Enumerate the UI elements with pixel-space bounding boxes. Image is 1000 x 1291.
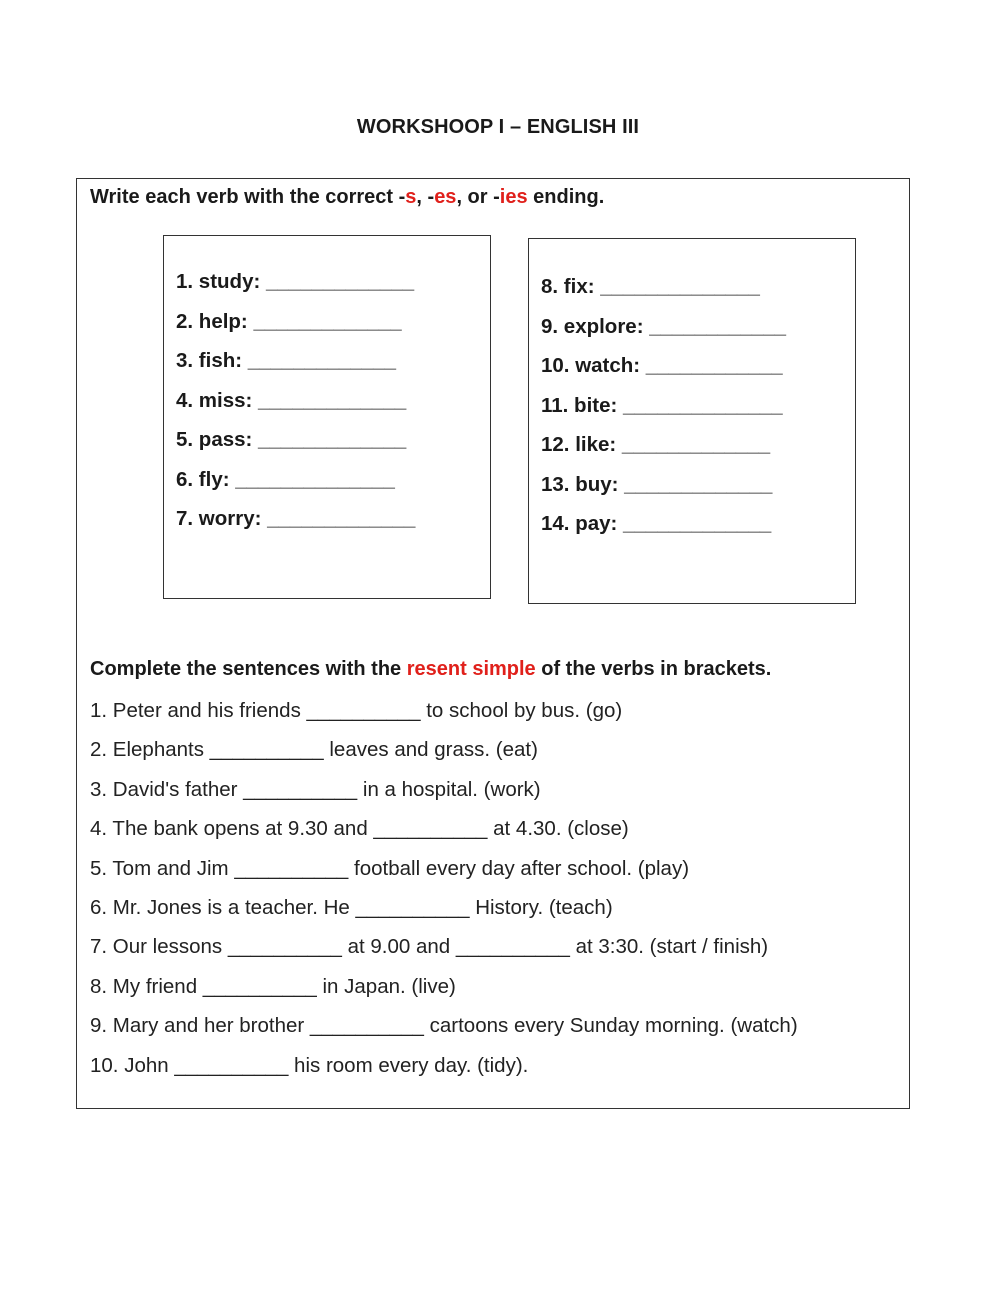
sentence-item[interactable]: 6. Mr. Jones is a teacher. He __________ History. (teach) (90, 895, 613, 919)
instruction-text: Complete the sentences with the (90, 658, 407, 680)
verb-box-left (163, 235, 491, 599)
verb-item[interactable]: 11. bite: ______________ (541, 393, 783, 417)
sentence-list (90, 691, 798, 1085)
section1-instruction (90, 186, 604, 209)
verb-item[interactable]: 2. help: _____________ (176, 309, 402, 333)
instruction-text: ending. (527, 186, 605, 208)
instruction-text: of the verbs in brackets. (535, 658, 772, 680)
verb-item[interactable]: 6. fly: ______________ (176, 467, 395, 491)
instruction-text: Write each verb with the correct - (90, 186, 406, 208)
tense-highlight: resent simple (406, 658, 536, 680)
verb-item[interactable]: 10. watch: ____________ (541, 354, 783, 377)
sentence-item[interactable]: 2. Elephants __________ leaves and grass. (eat) (90, 738, 538, 762)
ending-ies: ies (499, 186, 528, 208)
sentence-item[interactable]: 9. Mary and her brother __________ cartoons every Sunday morning. (watch) (90, 1014, 798, 1038)
verb-item[interactable]: 9. explore: ____________ (541, 314, 787, 338)
sentence-item[interactable]: 5. Tom and Jim __________ football every day after school. (play) (90, 856, 690, 880)
ending-s: s (405, 186, 417, 208)
sentence-item[interactable]: 4. The bank opens at 9.30 and __________ at 4.30. (close) (90, 817, 629, 841)
verb-item[interactable]: 5. pass: _____________ (176, 428, 407, 451)
verb-item[interactable]: 4. miss: _____________ (176, 388, 407, 412)
verb-item[interactable]: 13. buy: _____________ (541, 472, 773, 496)
verb-box-right (528, 238, 856, 604)
verb-item[interactable]: 8. fix: ______________ (541, 275, 760, 298)
ending-es: es (434, 186, 457, 208)
sentence-item[interactable]: 10. John __________ his room every day. (tidy). (90, 1053, 529, 1077)
instruction-text: , or - (456, 186, 500, 208)
instruction-text: , - (416, 186, 435, 208)
sentence-item[interactable]: 8. My friend __________ in Japan. (live) (90, 974, 456, 998)
section2-instruction (90, 658, 771, 681)
worksheet-title: WORKSHOOP I – ENGLISH III (356, 116, 640, 138)
verb-item[interactable]: 1. study: _____________ (176, 270, 415, 293)
sentence-item[interactable]: 3. David's father __________ in a hospital. (work) (90, 777, 541, 801)
verb-item[interactable]: 7. worry: _____________ (176, 507, 416, 530)
sentence-item[interactable]: 7. Our lessons __________ at 9.00 and __________ at 3:30. (start / finish) (90, 935, 769, 959)
verb-item[interactable]: 12. like: _____________ (541, 433, 771, 456)
verb-item[interactable]: 3. fish: _____________ (176, 349, 396, 372)
verb-item[interactable]: 14. pay: _____________ (541, 512, 772, 535)
sentence-item[interactable]: 1. Peter and his friends __________ to school by bus. (go) (90, 699, 623, 722)
